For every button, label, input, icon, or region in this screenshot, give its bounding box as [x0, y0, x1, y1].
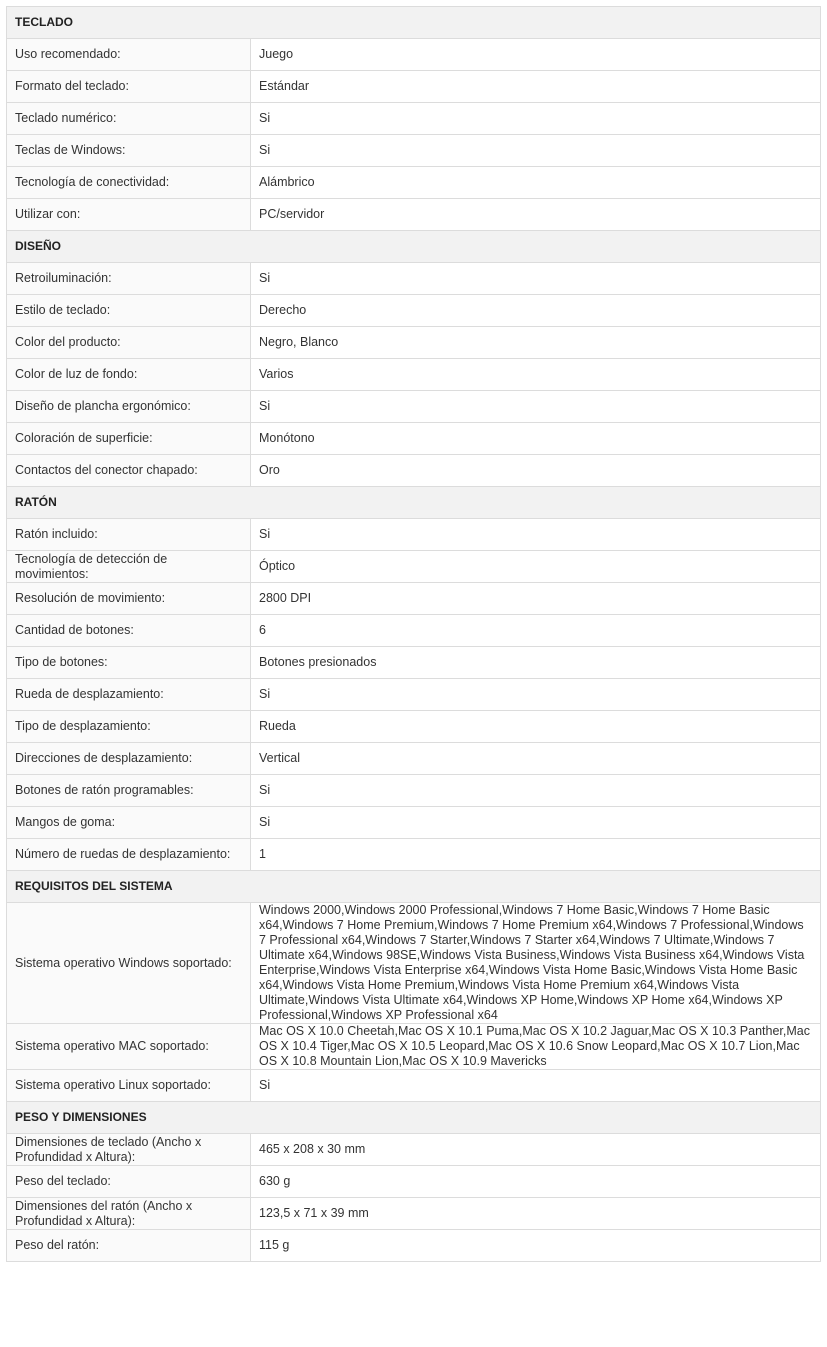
spec-value: 115 g — [251, 1230, 821, 1262]
spec-row — [7, 1134, 821, 1166]
spec-value: 2800 DPI — [251, 583, 821, 615]
spec-label: Sistema operativo MAC soportado: — [7, 1024, 251, 1070]
spec-value: 630 g — [251, 1166, 821, 1198]
spec-row — [7, 807, 821, 839]
spec-label: Cantidad de botones: — [7, 615, 251, 647]
spec-value: Si — [251, 679, 821, 711]
spec-label: Rueda de desplazamiento: — [7, 679, 251, 711]
spec-row — [7, 711, 821, 743]
spec-label: Formato del teclado: — [7, 71, 251, 103]
spec-value: Rueda — [251, 711, 821, 743]
spec-value: 1 — [251, 839, 821, 871]
spec-row — [7, 1230, 821, 1262]
section-title: RATÓN — [7, 487, 821, 519]
spec-label: Sistema operativo Windows soportado: — [7, 903, 251, 1024]
spec-row — [7, 423, 821, 455]
spec-label: Número de ruedas de desplazamiento: — [7, 839, 251, 871]
spec-value: Si — [251, 103, 821, 135]
spec-row — [7, 295, 821, 327]
spec-label: Diseño de plancha ergonómico: — [7, 391, 251, 423]
section-header — [7, 871, 821, 903]
spec-label: Tecnología de conectividad: — [7, 167, 251, 199]
spec-value: Óptico — [251, 551, 821, 583]
section-header — [7, 231, 821, 263]
spec-label: Tipo de botones: — [7, 647, 251, 679]
spec-row — [7, 167, 821, 199]
spec-value: Si — [251, 391, 821, 423]
spec-value: Varios — [251, 359, 821, 391]
spec-label: Tecnología de detección de movimientos: — [7, 551, 251, 583]
spec-row — [7, 839, 821, 871]
spec-label: Estilo de teclado: — [7, 295, 251, 327]
spec-value: Estándar — [251, 71, 821, 103]
spec-label: Color del producto: — [7, 327, 251, 359]
section-title: PESO Y DIMENSIONES — [7, 1102, 821, 1134]
spec-value: Negro, Blanco — [251, 327, 821, 359]
spec-value: Si — [251, 519, 821, 551]
spec-row — [7, 679, 821, 711]
spec-row — [7, 615, 821, 647]
spec-row — [7, 103, 821, 135]
specifications-table — [6, 6, 821, 1262]
spec-row — [7, 39, 821, 71]
spec-value: Vertical — [251, 743, 821, 775]
spec-value: 465 x 208 x 30 mm — [251, 1134, 821, 1166]
spec-value: PC/servidor — [251, 199, 821, 231]
spec-label: Ratón incluido: — [7, 519, 251, 551]
spec-label: Sistema operativo Linux soportado: — [7, 1070, 251, 1102]
spec-label: Color de luz de fondo: — [7, 359, 251, 391]
spec-row — [7, 583, 821, 615]
spec-label: Uso recomendado: — [7, 39, 251, 71]
spec-row — [7, 903, 821, 1024]
spec-row — [7, 1024, 821, 1070]
spec-label: Peso del teclado: — [7, 1166, 251, 1198]
spec-value: Alámbrico — [251, 167, 821, 199]
spec-row — [7, 263, 821, 295]
specifications-body — [7, 7, 821, 1262]
spec-label: Botones de ratón programables: — [7, 775, 251, 807]
spec-row — [7, 1070, 821, 1102]
spec-row — [7, 551, 821, 583]
spec-value: Botones presionados — [251, 647, 821, 679]
spec-row — [7, 135, 821, 167]
spec-label: Retroiluminación: — [7, 263, 251, 295]
spec-label: Mangos de goma: — [7, 807, 251, 839]
spec-value: Juego — [251, 39, 821, 71]
spec-label: Contactos del conector chapado: — [7, 455, 251, 487]
spec-label: Direcciones de desplazamiento: — [7, 743, 251, 775]
section-title: DISEÑO — [7, 231, 821, 263]
spec-label: Utilizar con: — [7, 199, 251, 231]
spec-value: Derecho — [251, 295, 821, 327]
spec-value: Si — [251, 135, 821, 167]
spec-value: Si — [251, 807, 821, 839]
spec-label: Tipo de desplazamiento: — [7, 711, 251, 743]
spec-row — [7, 327, 821, 359]
spec-value: 123,5 x 71 x 39 mm — [251, 1198, 821, 1230]
spec-row — [7, 519, 821, 551]
spec-value: 6 — [251, 615, 821, 647]
section-header — [7, 1102, 821, 1134]
spec-value: Windows 2000,Windows 2000 Professional,Windows 7 Home Basic,Windows 7 Home Basic x64,Windows 7 Home Premium,Windows 7 Home Premium x64,Windows 7 Professional,Windows 7 Professional x64,Windows 7 Starter,Windows 7 Starter x64,Windows 7 Ultimate,Windows 7 Ultimate x64,Windows 98SE,Windows Vista Business,Windows Vista Business x64,Windows Vista Enterprise,Windows Vista Enterprise x64,Windows Vista Home Basic,Windows Vista Home Basic x64,Windows Vista Home Premium,Windows Vista Home Premium x64,Windows Vista Ultimate,Windows Vista Ultimate x64,Windows XP Home,Windows XP Home x64,Windows XP Professional,Windows XP Professional x64 — [251, 903, 821, 1024]
spec-label: Coloración de superficie: — [7, 423, 251, 455]
spec-value: Monótono — [251, 423, 821, 455]
spec-label: Teclado numérico: — [7, 103, 251, 135]
spec-value: Si — [251, 775, 821, 807]
spec-row — [7, 199, 821, 231]
spec-label: Dimensiones de teclado (Ancho x Profundidad x Altura): — [7, 1134, 251, 1166]
spec-row — [7, 391, 821, 423]
spec-value: Mac OS X 10.0 Cheetah,Mac OS X 10.1 Puma,Mac OS X 10.2 Jaguar,Mac OS X 10.3 Panther,Mac OS X 10.4 Tiger,Mac OS X 10.5 Leopard,Mac OS X 10.6 Snow Leopard,Mac OS X 10.7 Lion,Mac OS X 10.8 Mountain Lion,Mac OS X 10.9 Mavericks — [251, 1024, 821, 1070]
section-title: REQUISITOS DEL SISTEMA — [7, 871, 821, 903]
section-title: TECLADO — [7, 7, 821, 39]
spec-value: Si — [251, 263, 821, 295]
section-header — [7, 7, 821, 39]
spec-row — [7, 455, 821, 487]
spec-row — [7, 359, 821, 391]
spec-value: Si — [251, 1070, 821, 1102]
spec-row — [7, 71, 821, 103]
spec-row — [7, 775, 821, 807]
spec-row — [7, 647, 821, 679]
spec-row — [7, 1166, 821, 1198]
section-header — [7, 487, 821, 519]
spec-label: Teclas de Windows: — [7, 135, 251, 167]
spec-label: Peso del ratón: — [7, 1230, 251, 1262]
spec-row — [7, 743, 821, 775]
spec-row — [7, 1198, 821, 1230]
spec-label: Dimensiones del ratón (Ancho x Profundidad x Altura): — [7, 1198, 251, 1230]
spec-value: Oro — [251, 455, 821, 487]
spec-label: Resolución de movimiento: — [7, 583, 251, 615]
